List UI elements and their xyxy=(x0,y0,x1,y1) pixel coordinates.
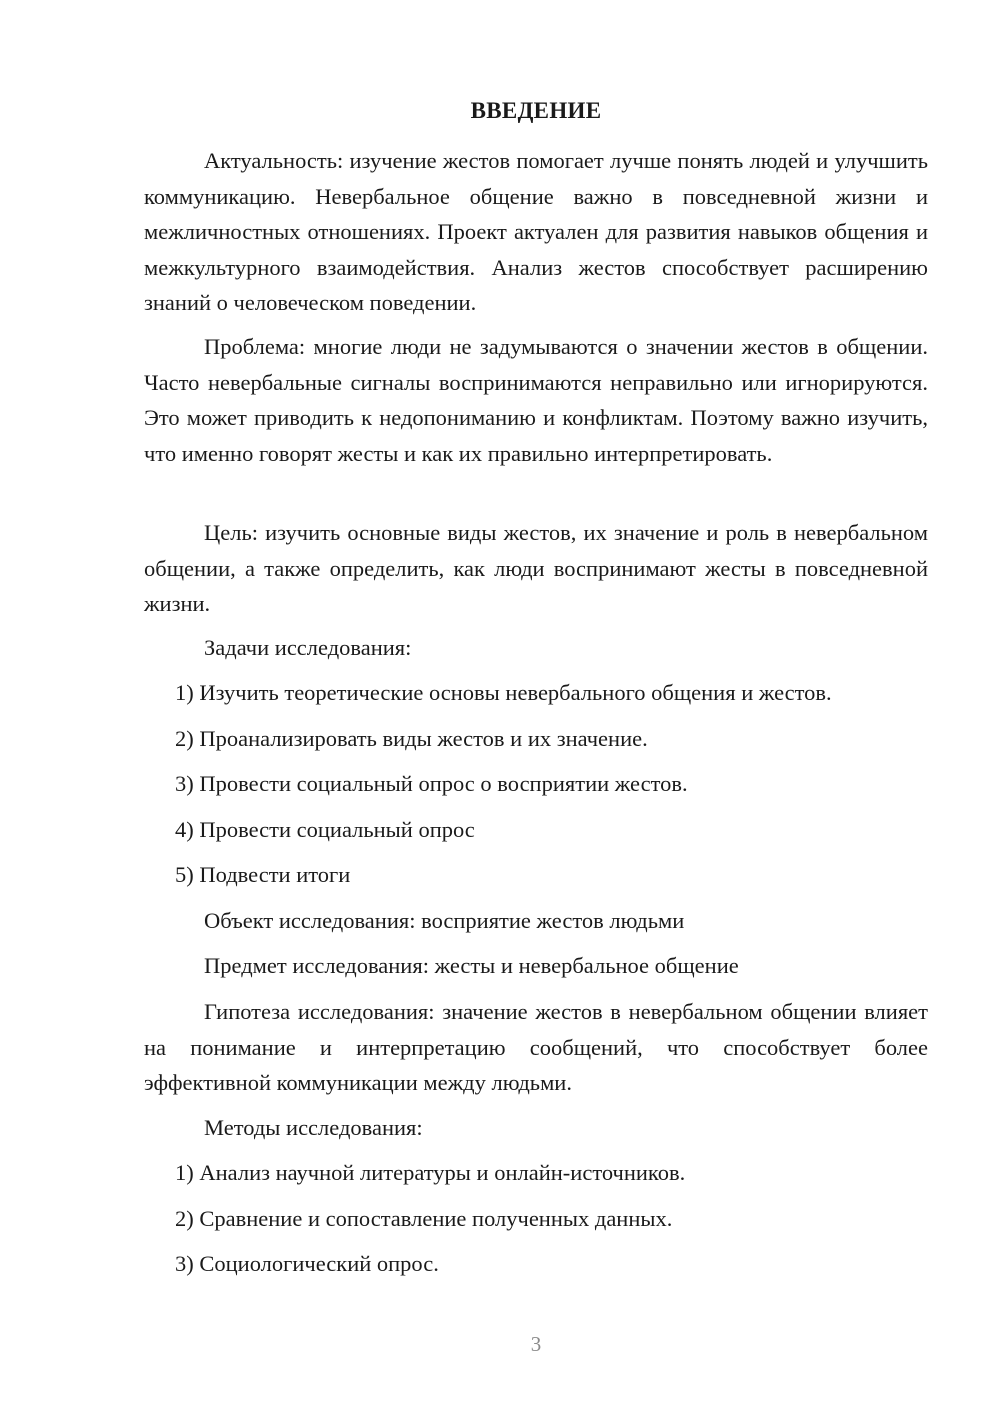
page-title: ВВЕДЕНИЕ xyxy=(470,98,602,123)
task-item: 5) Подвести итоги xyxy=(175,862,351,887)
task-item: 1) Изучить теоретические основы невербального общения и жестов. xyxy=(175,680,832,705)
task-item: 4) Провести социальный опрос xyxy=(175,817,475,842)
task-item: 3) Провести социальный опрос о восприятии жестов. xyxy=(175,771,688,796)
tasks-heading: Задачи исследования: xyxy=(204,635,412,660)
hypothesis-paragraph: Гипотеза исследования: значение жестов в невербальном общении влияет на понимание и интерпретацию сообщений, что способствует более эффективной коммуникации между людьми. xyxy=(144,999,928,1095)
page-number: 3 xyxy=(530,1332,542,1356)
methods-heading: Методы исследования: xyxy=(204,1115,423,1140)
task-item: 2) Проанализировать виды жестов и их значение. xyxy=(175,726,648,751)
method-item: 3) Социологический опрос. xyxy=(175,1251,439,1276)
goal-paragraph: Цель: изучить основные виды жестов, их значение и роль в невербальном общении, а также определить, как люди воспринимают жесты в повседневной жизни. xyxy=(144,520,928,616)
method-item: 1) Анализ научной литературы и онлайн-источников. xyxy=(175,1160,686,1185)
method-item: 2) Сравнение и сопоставление полученных данных. xyxy=(175,1206,673,1231)
relevance-paragraph: Актуальность: изучение жестов помогает лучше понять людей и улучшить коммуникацию. Невербальное общение важно в повседневной жизни и межличностных отношениях. Проект актуален для развития навыков общения и межкультурного взаимодействия. Анализ жестов способствует расширению знаний о человеческом поведении. xyxy=(144,148,928,315)
problem-paragraph: Проблема: многие люди не задумываются о значении жестов в общении. Часто невербальные сигналы воспринимаются неправильно или игнорируются. Это может приводить к недопониманию и конфликтам. Поэтому важно изучить, что именно говорят жесты и как их правильно интерпретировать. xyxy=(144,334,928,466)
subject-paragraph: Предмет исследования: жесты и невербальное общение xyxy=(204,953,739,978)
object-paragraph: Объект исследования: восприятие жестов людьми xyxy=(204,908,685,933)
